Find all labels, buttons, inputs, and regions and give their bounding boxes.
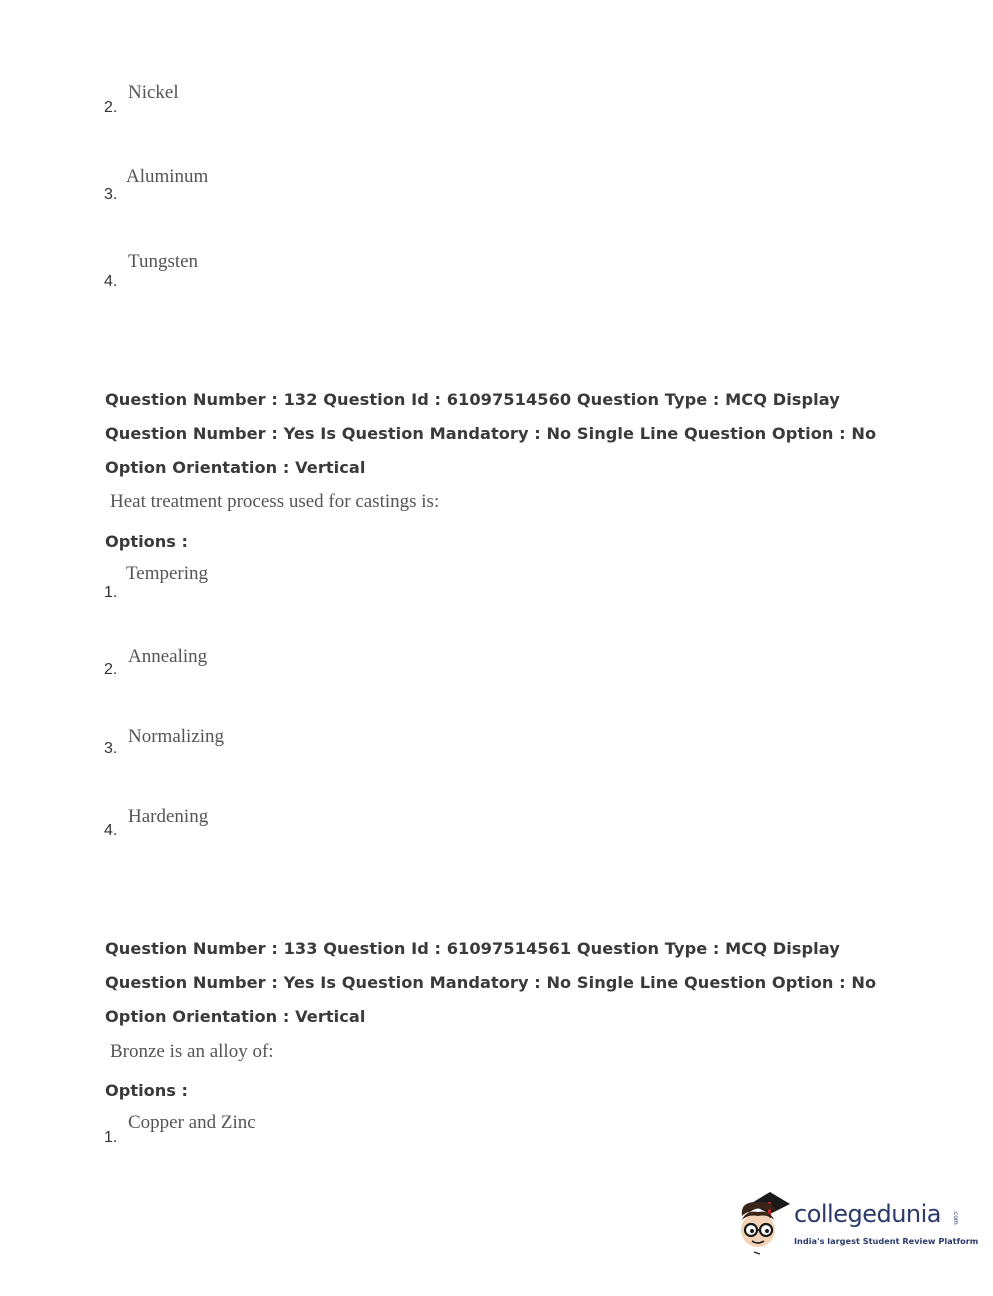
option-text: Aluminum [126,166,209,187]
option-text: Annealing [128,646,208,667]
option-number: 3. [104,186,118,203]
question-text: Heat treatment process used for castings is: [110,491,440,512]
option-text: Hardening [128,806,209,827]
logo-com: .com [952,1210,959,1225]
question-header: Question Number : 133 Question Id : 61097514561 Question Type : MCQ Display Question Number : Yes Is Question Mandatory : No Single Line Question Option : No Option Orientation : Vertical [105,939,877,1026]
option-text: Nickel [128,82,179,103]
options-label: Options : [105,532,189,551]
option-number: 3. [104,740,118,757]
collegedunia-logo [736,1190,979,1260]
option-number: 4. [104,273,118,290]
option-number: 4. [104,822,118,839]
option-number: 1. [104,584,118,601]
options-label: Options : [105,1081,189,1100]
question-text: Bronze is an alloy of: [110,1041,274,1062]
option-number: 2. [104,99,118,116]
logo-tagline: India's largest Student Review Platform [794,1236,979,1246]
option-text: Tungsten [128,251,199,272]
question-header: Question Number : 132 Question Id : 61097514560 Question Type : MCQ Display Question Number : Yes Is Question Mandatory : No Single Line Question Option : No Option Orientation : Vertical [105,390,877,477]
option-number: 2. [104,661,118,678]
option-number: 1. [104,1129,118,1146]
mascot-icon [736,1190,792,1260]
option-text: Copper and Zinc [128,1112,256,1133]
option-text: Tempering [126,563,209,584]
option-text: Normalizing [128,726,225,747]
logo-wordmark: collegedunia [794,1200,942,1228]
